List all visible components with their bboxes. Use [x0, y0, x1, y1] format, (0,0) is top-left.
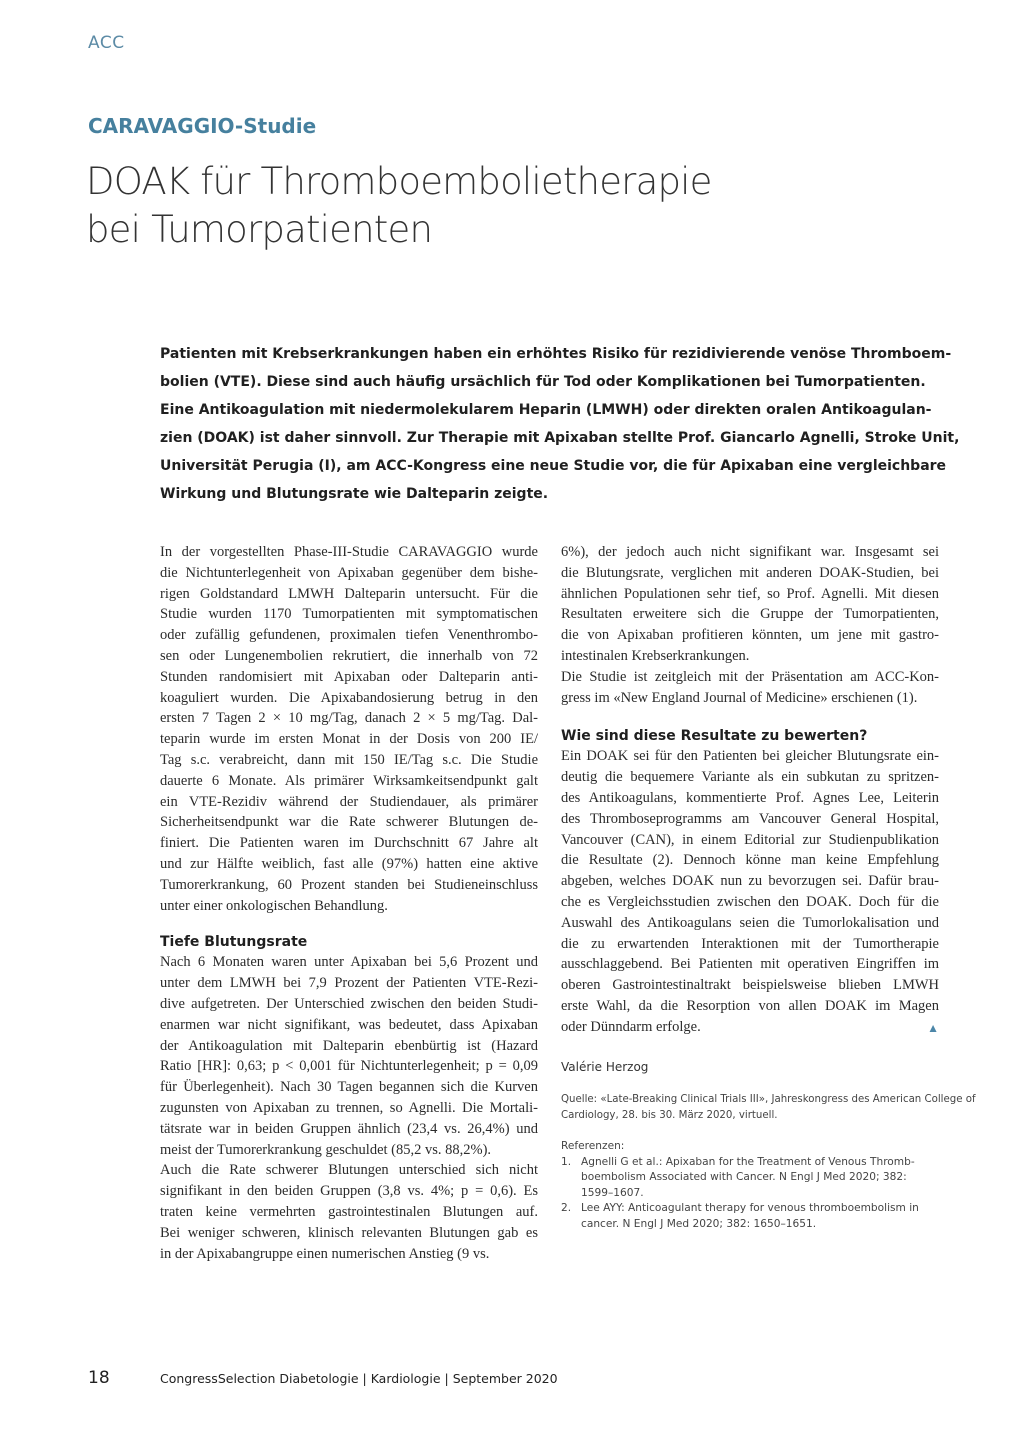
body-line: ein VTE-Rezidiv während der Studiendauer, als primärer [160, 793, 538, 810]
body-line: Sicherheitsendpunkt war die Rate schwerer Blutungen de- [160, 814, 538, 831]
reference-number: 1. [561, 1155, 572, 1168]
page-number: 18 [88, 1368, 110, 1388]
body-line: oder zufällig gefundenen, proximalen tiefen Venenthrombo- [160, 627, 538, 644]
body-line: Studie wurden 1170 Tumorpatienten mit symptomatischen [160, 606, 538, 623]
body-line: dive aufgetreten. Der Unterschied zwischen den beiden Studi- [160, 995, 538, 1012]
reference-line: Agnelli G et al.: Apixaban for the Treatment of Venous Thromb- [581, 1155, 915, 1168]
body-line: deutig die bequemere Variante als ein subkutan zu spritzen- [561, 769, 939, 786]
body-line: die Resultate (2). Dennoch könne man keine Empfehlung [561, 852, 939, 869]
source-line: Cardiology, 28. bis 30. März 2020, virtuell. [561, 1110, 778, 1121]
body-line: Tumorerkrankung, 60 Prozent standen bei Studieneinschluss [160, 876, 538, 893]
body-line: ▲ oder Dünndarm erfolge. [561, 1017, 939, 1038]
body-line: Resultaten erweitere sich die Gruppe der Tumorpatienten, [561, 606, 939, 623]
body-line: finiert. Die Patienten waren im Durchschnitt 67 Jahre alt [160, 835, 538, 852]
body-paragraph [561, 667, 939, 709]
body-line: dauerte 6 Monate. Als primärer Wirksamkeitsendpunkt galt [160, 772, 538, 789]
article-title [86, 158, 906, 254]
body-line: für Überlegenheit). Nach 30 Tagen begannen sich die Kurven [160, 1079, 538, 1096]
title-line: DOAK für Thromboembolietherapie [86, 160, 712, 203]
lead-line: Eine Antikoagulation mit niedermolekularem Heparin (LMWH) oder direkten oralen Antikoagulan- [160, 402, 932, 418]
body-line: in der Apixabangruppe einen numerischen Anstieg (9 vs. [160, 1245, 490, 1262]
body-line: sen oder Lungenembolien rekrutiert, die innerhalb von 72 [160, 647, 538, 664]
article-kicker: CARAVAGGIO-Studie [88, 114, 317, 138]
body-line: teparin wurde im ersten Monat in der Dosis von 200 IE/ [160, 731, 538, 748]
reference-line: 1599–1607. [581, 1186, 644, 1199]
body-column-right [561, 542, 939, 1039]
body-line: rigen Goldstandard LMWH Dalteparin untersucht. Für die [160, 585, 538, 602]
reference-line: Lee AYY: Anticoagulant therapy for venous thromboembolism in [581, 1202, 919, 1214]
lead-line: bolien (VTE). Diese sind auch häufig ursächlich für Tod oder Komplikationen bei Tumorpatienten. [160, 374, 926, 390]
body-line: ersten 7 Tagen 2 × 10 mg/Tag, danach 2 × 5 mg/Tag. Dal- [160, 710, 538, 727]
lead-line: zien (DOAK) ist daher sinnvoll. Zur Therapie mit Apixaban stellte Prof. Giancarlo Agnelli, Stroke Unit, [160, 430, 960, 446]
body-line: Die Studie ist zeitgleich mit der Präsentation am ACC-Kon- [561, 668, 939, 685]
body-paragraph [561, 746, 939, 1037]
references [561, 1139, 941, 1232]
references-heading: Referenzen: [561, 1140, 625, 1152]
body-line: gress im «New England Journal of Medicine» erschienen (1). [561, 689, 918, 706]
title-line: bei Tumorpatienten [86, 208, 433, 251]
body-line: enarmen war nicht signifikant, was bedeutet, dass Apixaban [160, 1016, 538, 1033]
body-line: intestinalen Krebserkrankungen. [561, 647, 750, 664]
end-mark-icon: ▲ [927, 1020, 939, 1035]
body-line: abgeben, welches DOAK nun zu bevorzugen sei. Dafür brau- [561, 873, 939, 890]
body-line: ähnlichen Populationen sehr tief, so Prof. Agnelli. Mit diesen [561, 585, 939, 602]
source-line: Quelle: «Late-Breaking Clinical Trials III», Jahreskongress des American College of [561, 1094, 976, 1105]
body-line: Vancouver (CAN), in einem Editorial zur Studienpublikation [561, 831, 939, 848]
reference-item [561, 1201, 941, 1232]
body-line: zugunsten von Apixaban zu trennen, so Agnelli. Die Mortali- [160, 1099, 538, 1116]
body-paragraph [160, 952, 538, 1160]
lead-line: Patienten mit Krebserkrankungen haben ein erhöhtes Risiko für rezidivierende venöse Thromboem- [160, 346, 952, 362]
body-line: des Thromboseprogramms am Vancouver General Hospital, [561, 810, 939, 827]
body-line: Bei weniger schweren, klinisch relevanten Blutungen gab es [160, 1224, 538, 1241]
body-paragraph [561, 542, 939, 667]
body-line: unter einer onkologischen Behandlung. [160, 897, 388, 914]
body-line: die Nichtunterlegenheit von Apixaban gegenüber dem bishe- [160, 564, 538, 581]
reference-line: cancer. N Engl J Med 2020; 382: 1650–1651. [581, 1217, 817, 1230]
body-line: Tag s.c. verabreicht, dann mit 150 IE/Tag s.c. Die Studie [160, 751, 538, 768]
body-line: traten keine vermehrten gastrointestinalen Blutungen auf. [160, 1203, 538, 1220]
body-line: meist der Tumorerkrankung geschuldet (85,2 vs. 88,2%). [160, 1141, 492, 1158]
body-line: Auch die Rate schwerer Blutungen unterschied sich nicht [160, 1162, 538, 1179]
body-line: die Blutungsrate, verglichen mit anderen DOAK-Studien, bei [561, 564, 939, 581]
lead-line: Wirkung und Blutungsrate wie Dalteparin zeigte. [160, 486, 549, 502]
section-tag: ACC [88, 33, 125, 53]
body-column-left [160, 542, 538, 1264]
body-line: der Antikoagulation mit Dalteparin ebenbürtig ist (Hazard [160, 1037, 538, 1054]
lead-paragraph [160, 340, 960, 508]
body-line: Stunden randomisiert mit Apixaban oder Dalteparin anti- [160, 668, 538, 685]
body-line: Ein DOAK sei für den Patienten bei gleicher Blutungsrate ein- [561, 748, 939, 765]
source-note [561, 1092, 976, 1124]
lead-line: Universität Perugia (I), am ACC-Kongress eine neue Studie vor, die für Apixaban eine vergleichbare [160, 458, 947, 474]
subheading-tiefe-blutungsrate: Tiefe Blutungsrate [160, 934, 308, 951]
body-line: des Antikoagulans, kommentierte Prof. Agnes Lee, Leiterin [561, 789, 939, 806]
reference-number: 2. [561, 1202, 572, 1214]
body-line: 6%), der jedoch auch nicht signifikant war. Insgesamt sei [561, 544, 939, 560]
body-line: erste Wahl, da die Resorption von allen DOAK im Magen [561, 997, 939, 1014]
body-line: Auswahl des Antikoagulans seien die Tumorlokalisation und [561, 914, 939, 931]
body-line: che es Vergleichsstudien zwischen den DOAK. Doch für die [561, 893, 939, 910]
reference-item [561, 1155, 941, 1202]
body-line: Nach 6 Monaten waren unter Apixaban bei 5,6 Prozent und [160, 954, 538, 971]
body-line: ausschlaggebend. Bei Patienten mit operativen Eingriffen im [561, 956, 939, 973]
body-line: tätsrate war in beiden Gruppen ähnlich (23,4 vs. 26,4%) und [160, 1120, 538, 1137]
publication-info: CongressSelection Diabetologie | Kardiologie | September 2020 [160, 1371, 558, 1386]
body-paragraph [160, 1160, 538, 1264]
subheading-bewertung: Wie sind diese Resultate zu bewerten? [561, 728, 868, 745]
body-line: die von Apixaban profitieren könnten, um jene mit gastro- [561, 627, 939, 644]
reference-line: boembolism Associated with Cancer. N Engl J Med 2020; 382: [581, 1171, 907, 1183]
body-line: unter dem LMWH bei 7,9 Prozent der Patienten VTE-Rezi- [160, 975, 538, 992]
body-line: die zu erwartenden Interaktionen mit der Tumortherapie [561, 935, 939, 952]
body-line: Ratio [HR]: 0,63; p < 0,001 für Nichtunterlegenheit; p = 0,09 [160, 1058, 538, 1075]
body-line: koaguliert wurden. Die Apixabandosierung betrug in den [160, 689, 538, 706]
body-paragraph [160, 542, 538, 916]
author-name: Valérie Herzog [561, 1060, 649, 1074]
body-line: und zur Hälfte weiblich, fast alle (97%) hatten eine aktive [160, 855, 538, 872]
body-line: oberen Gastrointestinaltrakt beispielsweise blieben LMWH [561, 977, 939, 994]
body-line: In der vorgestellten Phase-III-Studie CARAVAGGIO wurde [160, 544, 538, 560]
body-line: signifikant in den beiden Gruppen (3,8 vs. 4%; p = 0,6). Es [160, 1183, 538, 1200]
